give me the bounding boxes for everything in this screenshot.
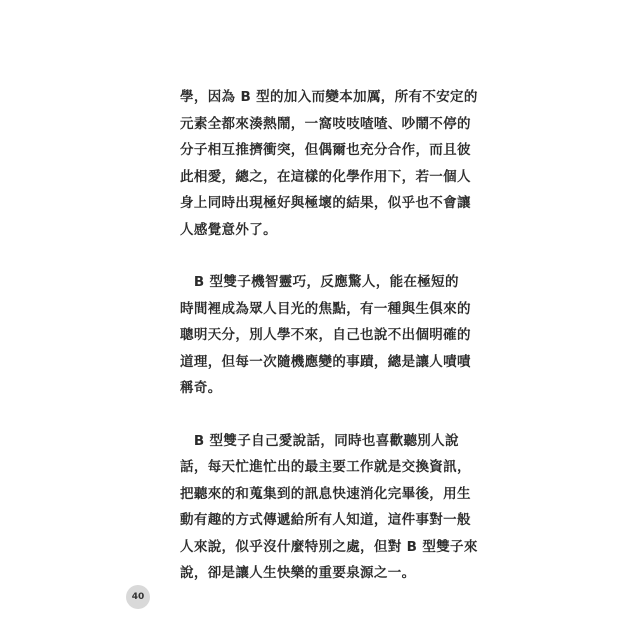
text-line: 聰明天分，別人學不來，自己也說不出個明確的 bbox=[180, 327, 471, 343]
text-line: 說，卻是讓人生快樂的重要泉源之一。 bbox=[180, 565, 416, 581]
text-line: B 型雙子自己愛說話，同時也喜歡聽別人說 bbox=[180, 432, 459, 449]
paragraph-3 bbox=[180, 428, 478, 587]
text-line: 人來說，似乎沒什麼特別之處，但對 B 型雙子來 bbox=[180, 538, 478, 555]
text-line: 把聽來的和蒐集到的訊息快速消化完畢後，用生 bbox=[180, 485, 471, 502]
text-line: 此相愛，總之，在這樣的化學作用下，若一個人 bbox=[180, 168, 471, 185]
page-number-badge bbox=[126, 585, 150, 609]
text-line: 元素全都來湊熱鬧，一窩吱吱喳喳、吵鬧不停的 bbox=[180, 115, 471, 132]
text-line: 時間裡成為眾人目光的焦點，有一種與生俱來的 bbox=[180, 300, 471, 317]
page-number: 40 bbox=[131, 592, 145, 602]
text-line: 話，每天忙進忙出的最主要工作就是交換資訊， bbox=[180, 459, 471, 475]
body-text bbox=[180, 84, 478, 613]
text-line: 動有趣的方式傳遞給所有人知道，這件事對一般 bbox=[180, 512, 471, 528]
paragraph-2 bbox=[180, 269, 470, 402]
text-line: B 型雙子機智靈巧，反應驚人，能在極短的 bbox=[180, 274, 459, 290]
text-line: 道理，但每一次隨機應變的事蹟，總是讓人嘖嘖 bbox=[180, 353, 471, 370]
text-line: 稱奇。 bbox=[180, 380, 222, 396]
text-line: 身上同時出現極好與極壞的結果，似乎也不會讓 bbox=[180, 195, 471, 211]
text-line: 分子相互推擠衝突，但偶爾也充分合作，而且彼 bbox=[180, 142, 471, 158]
text-line: 學，因為 B 型的加入而變本加厲，所有不安定的 bbox=[180, 89, 478, 105]
text-line: 人感覺意外了。 bbox=[180, 221, 277, 238]
paragraph-1 bbox=[180, 84, 478, 243]
